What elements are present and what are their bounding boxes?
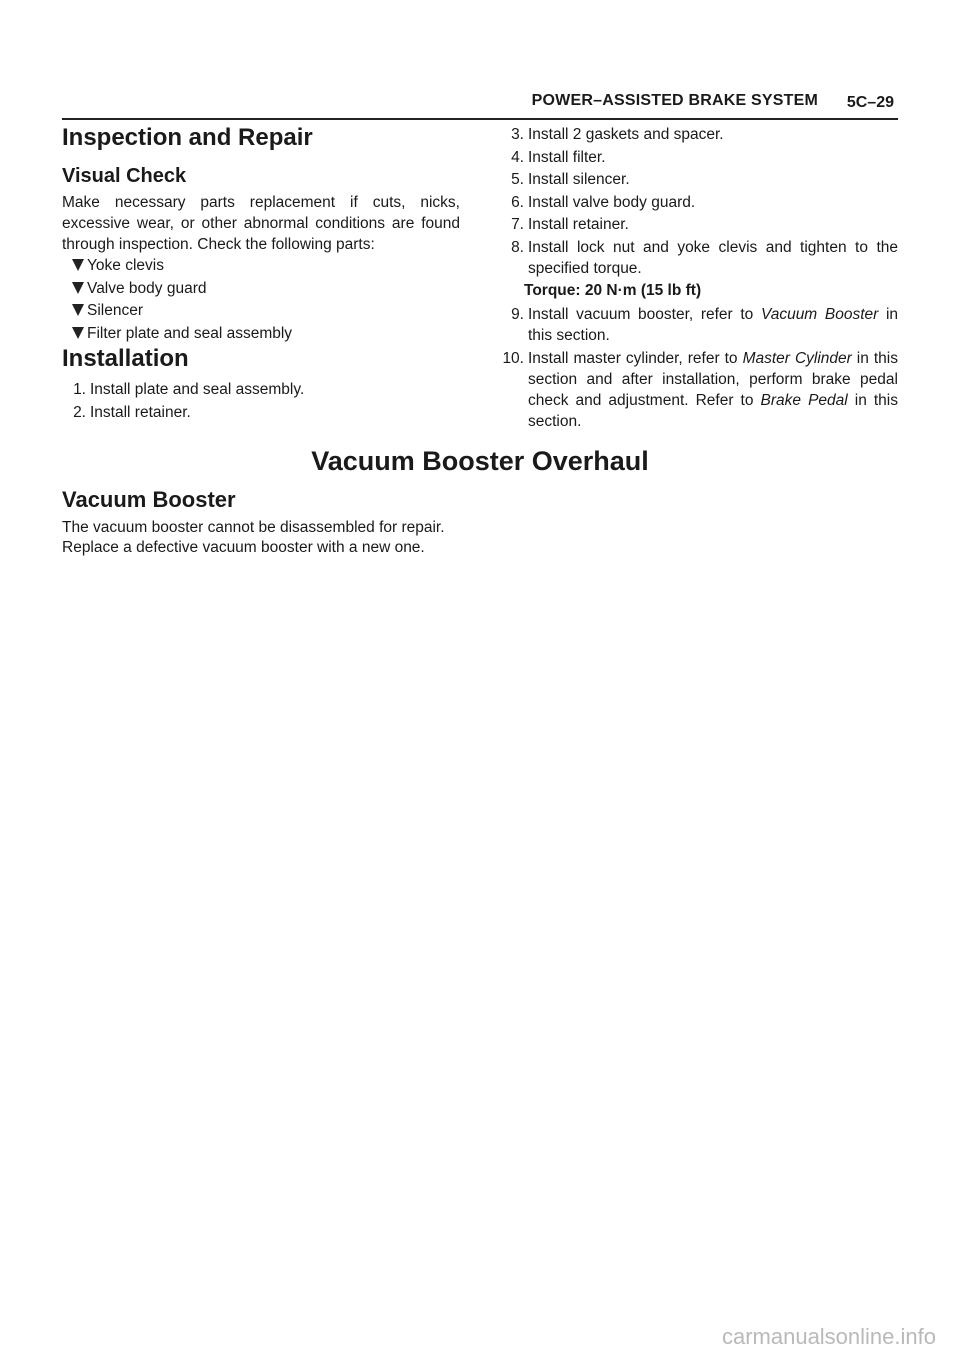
torque-spec: Torque: 20 N·m (15 lb ft): [524, 282, 702, 299]
page-header: [62, 88, 898, 120]
triangle-bullet-icon: [72, 259, 84, 271]
visual-check-title: Visual Check: [62, 165, 187, 187]
vacuum-booster-text: The vacuum booster cannot be disassembled for repair. Replace a defective vacuum booster with a new one.: [62, 519, 445, 556]
overhaul-title: Vacuum Booster Overhaul: [311, 446, 649, 476]
reference-link: Brake Pedal: [760, 391, 848, 409]
header-title: POWER–ASSISTED BRAKE SYSTEM: [531, 92, 818, 109]
step-item: 2. Install retainer.: [73, 403, 191, 421]
step-item: 3. Install 2 gaskets and spacer.: [511, 126, 724, 143]
visual-check-text: Make necessary parts replacement if cuts, nicks, excessive wear, or other abnormal conditions are found through inspection. Check the following parts:: [62, 194, 460, 253]
list-item: Filter plate and seal assembly: [72, 323, 460, 346]
installation-steps-left: [62, 379, 460, 423]
vacuum-booster-title: Vacuum Booster: [62, 487, 236, 512]
right-column: [496, 124, 898, 433]
step-item: 7. Install retainer.: [511, 216, 629, 233]
installation-steps-right-continued: [496, 304, 898, 432]
step-item: 10. Install master cylinder, refer to Master Cylinder in this section and after installation, perform brake pedal check and adjustment. Refer to Brake Pedal in this section.: [502, 349, 898, 430]
step-item: 9. Install vacuum booster, refer to Vacuum Booster in this section.: [511, 306, 899, 344]
step-item: 6. Install valve body guard.: [511, 193, 696, 211]
step-item: 1. Install plate and seal assembly.: [73, 381, 305, 398]
left-column: [62, 124, 460, 424]
step-item: 8. Install lock nut and yoke clevis and tighten to the specified torque.: [511, 238, 898, 277]
triangle-bullet-icon: [72, 282, 84, 294]
watermark: carmanualsonline.info: [721, 1324, 936, 1349]
triangle-bullet-icon: [72, 304, 84, 316]
reference-link: Vacuum Booster: [760, 306, 879, 323]
page-number: 5C–29: [846, 94, 894, 111]
vacuum-booster-section: [62, 486, 482, 558]
reference-link: Master Cylinder: [742, 349, 852, 367]
installation-title: Installation: [62, 345, 189, 372]
list-item: Silencer: [72, 300, 460, 323]
installation-steps-right: [496, 124, 898, 279]
list-item: Valve body guard: [72, 278, 460, 301]
triangle-bullet-icon: [72, 327, 84, 339]
check-parts-list: [62, 255, 460, 345]
step-item: 4. Install filter.: [511, 148, 606, 166]
step-item: 5. Install silencer.: [511, 171, 630, 188]
list-item: Yoke clevis: [72, 255, 460, 278]
inspection-title: Inspection and Repair: [62, 124, 313, 151]
